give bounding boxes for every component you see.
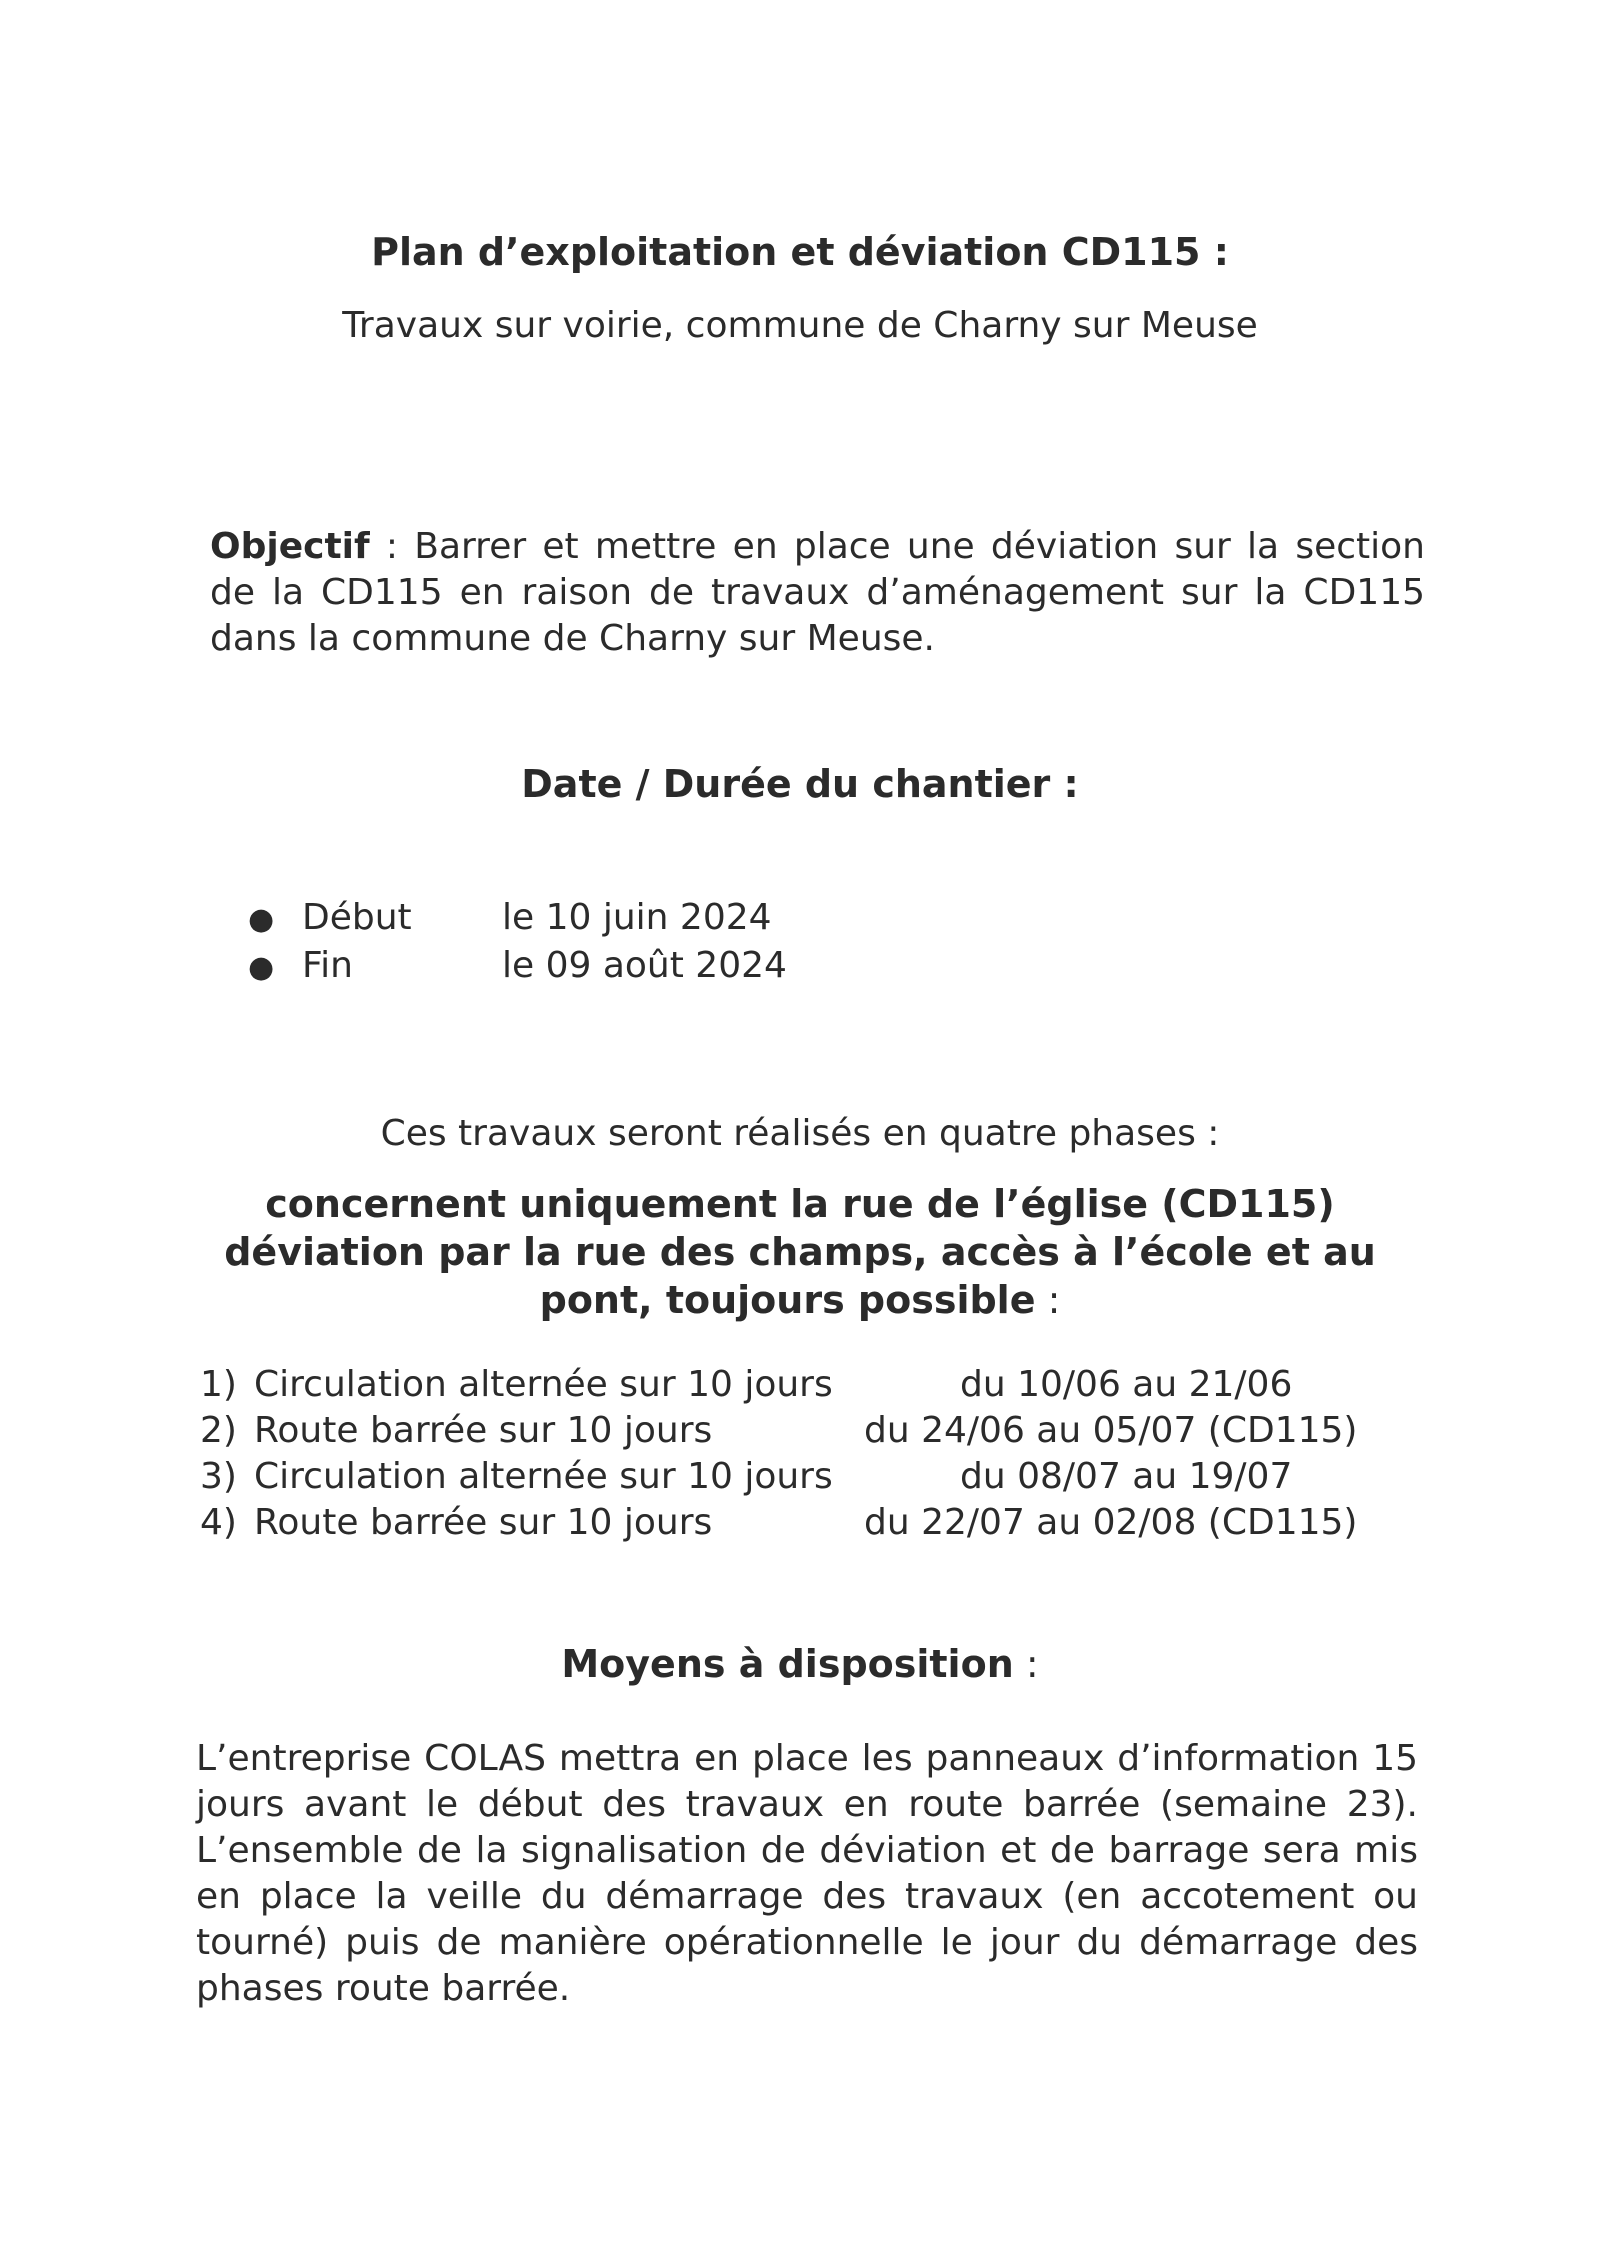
document-subtitle: Travaux sur voirie, commune de Charny sur Meuse	[342, 305, 1258, 346]
phases-note-line: concernent uniquement la rue de l’église (CD115)	[265, 1182, 1335, 1226]
phase-number: 2)	[200, 1410, 237, 1451]
phases-note-line: déviation par la rue des champs, accès à l’école et au	[224, 1230, 1376, 1274]
phase-number: 3)	[200, 1456, 237, 1497]
document-title: Plan d’exploitation et déviation CD115 :	[371, 230, 1229, 274]
objectif-paragraph	[210, 524, 1425, 662]
list-item	[200, 1362, 1430, 1408]
phase-dates: du 24/06 au 05/07 (CD115)	[864, 1410, 1358, 1451]
bullet-icon: ●	[248, 902, 275, 937]
phase-description: Circulation alternée sur 10 jours	[254, 1456, 833, 1497]
moyens-heading-text: Moyens à disposition	[561, 1642, 1014, 1686]
phases-note-line: pont, toujours possible	[539, 1278, 1036, 1322]
date-heading: Date / Durée du chantier :	[521, 762, 1079, 806]
phase-dates: du 22/07 au 02/08 (CD115)	[864, 1502, 1358, 1543]
list-item	[200, 1408, 1430, 1454]
phase-description: Route barrée sur 10 jours	[254, 1502, 713, 1543]
phase-dates: du 08/07 au 19/07	[960, 1456, 1293, 1497]
phases-note	[0, 1180, 1600, 1324]
list-item	[200, 1454, 1430, 1500]
date-label: Début	[302, 897, 412, 938]
phase-description: Route barrée sur 10 jours	[254, 1410, 713, 1451]
phases-intro: Ces travaux seront réalisés en quatre phases :	[380, 1113, 1220, 1154]
list-item	[200, 1500, 1430, 1546]
bullet-icon: ●	[248, 950, 275, 985]
phase-dates: du 10/06 au 21/06	[960, 1364, 1293, 1405]
date-list	[248, 895, 787, 991]
date-label: Fin	[302, 945, 353, 986]
moyens-heading	[0, 1642, 1600, 1686]
phase-number: 4)	[200, 1502, 237, 1543]
objectif-label: Objectif	[210, 526, 370, 567]
moyens-paragraph: L’entreprise COLAS mettra en place les panneaux d’information 15 jours avant le début des travaux en route barrée (semaine 23). L’ensemble de la signalisation de déviation et de barrage sera mis en place la veille du démarrage des travaux (en accotement ou tourné) puis de manière opérationnelle le jour du démarrage des phases route barrée.	[196, 1738, 1418, 2009]
date-value: le 09 août 2024	[502, 945, 787, 986]
phase-description: Circulation alternée sur 10 jours	[254, 1364, 833, 1405]
phase-number: 1)	[200, 1364, 237, 1405]
phases-note-colon: :	[1035, 1278, 1061, 1322]
date-value: le 10 juin 2024	[502, 897, 772, 938]
list-item	[248, 943, 787, 991]
moyens-heading-colon: :	[1013, 1642, 1039, 1686]
phases-list	[200, 1362, 1430, 1546]
list-item	[248, 895, 787, 943]
objectif-text: : Barrer et mettre en place une déviation sur la section de la CD115 en raison de travaux d’aménagement sur la CD115 dans la commune de Charny sur Meuse.	[210, 526, 1425, 659]
